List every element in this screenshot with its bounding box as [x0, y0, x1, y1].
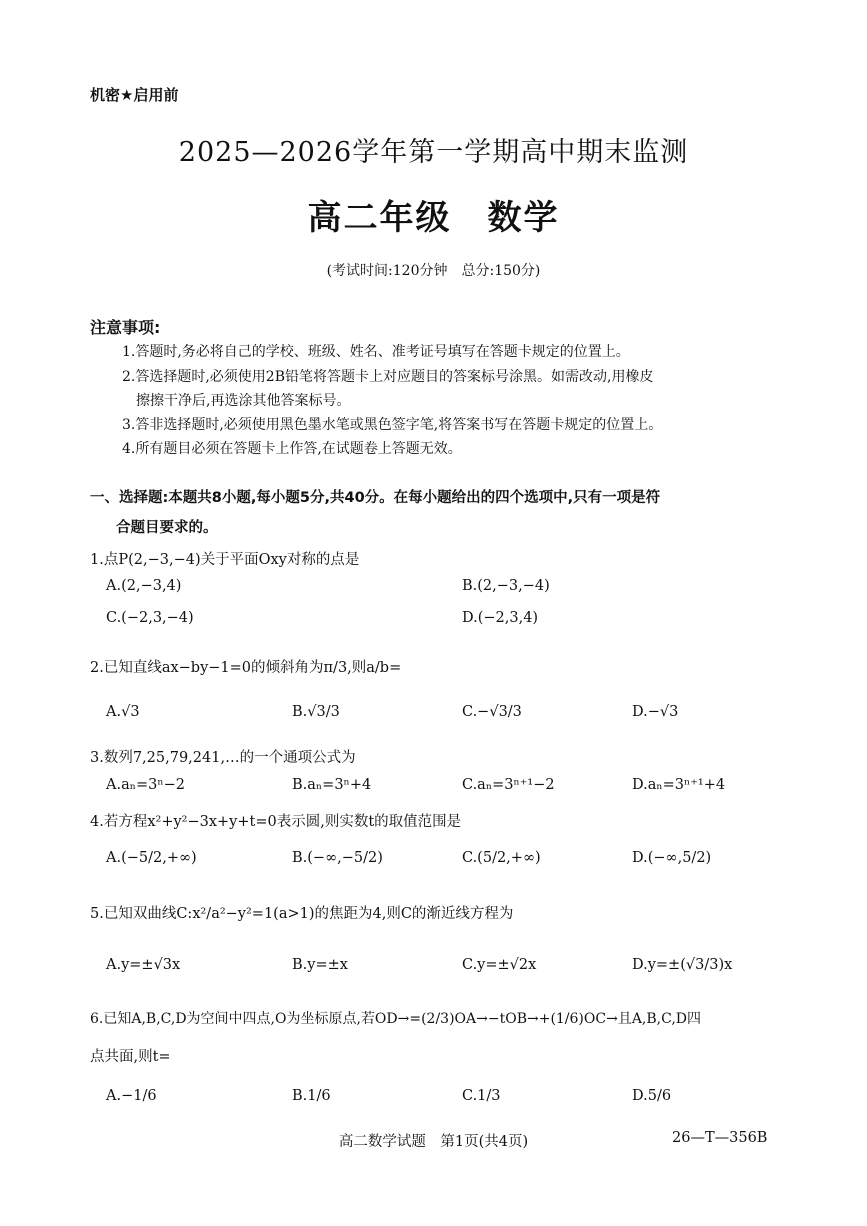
option-d: D.y=±(√3/3)x [632, 957, 733, 973]
note-item: 2.答选择题时,必须使用2B铅笔将答题卡上对应题目的答案标号涂黑。如需改动,用橡皮 [122, 369, 654, 385]
option-c: C.y=±√2x [462, 957, 537, 973]
exam-title: 2025—2026学年第一学期高中期末监测 [178, 137, 689, 168]
footer-code: 26—T—356B [672, 1130, 768, 1146]
option-c: C.aₙ=3ⁿ⁺¹−2 [462, 777, 555, 793]
option-d: D.5/6 [632, 1088, 672, 1104]
section-heading-cont: 合题目要求的。 [116, 520, 218, 536]
option-b: B.1/6 [292, 1088, 331, 1104]
option-b: B.aₙ=3ⁿ+4 [292, 777, 372, 793]
option-b: B.√3/3 [292, 704, 340, 720]
section-heading: 一、选择题:本题共8小题,每小题5分,共40分。在每小题给出的四个选项中,只有一项是符 [90, 490, 661, 506]
option-c: C.(−2,3,−4) [106, 610, 194, 626]
question-stem: 6.已知A,B,C,D为空间中四点,O为坐标原点,若OD→=(2/3)OA→−tOB→+(1/6)OC→且A,B,C,D四 [90, 1011, 702, 1027]
option-a: A.−1/6 [106, 1088, 157, 1104]
option-c: C.−√3/3 [462, 704, 522, 720]
footer-page-title: 高二数学试题 第1页(共4页) [338, 1134, 529, 1150]
option-a: A.(−5/2,+∞) [106, 850, 197, 866]
note-item: 4.所有题目必须在答题卡上作答,在试题卷上答题无效。 [122, 441, 462, 457]
option-d: D.−√3 [632, 704, 679, 720]
notes-heading: 注意事项: [90, 318, 161, 337]
option-c: C.(5/2,+∞) [462, 850, 541, 866]
note-item: 3.答非选择题时,必须使用黑色墨水笔或黑色签字笔,将答案书写在答题卡规定的位置上。 [122, 417, 663, 433]
option-d: D.aₙ=3ⁿ⁺¹+4 [632, 777, 726, 793]
note-item: 擦擦干净后,再选涂其他答案标号。 [136, 393, 351, 409]
question-stem: 2.已知直线ax−by−1=0的倾斜角为π/3,则a/b= [90, 660, 402, 676]
note-item: 1.答题时,务必将自己的学校、班级、姓名、准考证号填写在答题卡规定的位置上。 [122, 344, 630, 360]
confidential-label: 机密★启用前 [90, 86, 179, 104]
question-stem: 5.已知双曲线C:x²/a²−y²=1(a>1)的焦距为4,则C的渐近线方程为 [90, 906, 514, 922]
option-d: D.(−∞,5/2) [632, 850, 712, 866]
question-stem: 3.数列7,25,79,241,…的一个通项公式为 [90, 750, 356, 766]
option-b: B.(2,−3,−4) [462, 578, 550, 594]
question-stem: 1.点P(2,−3,−4)关于平面Oxy对称的点是 [90, 552, 360, 568]
option-a: A.aₙ=3ⁿ−2 [106, 777, 186, 793]
question-stem-cont: 点共面,则t= [90, 1049, 171, 1065]
option-a: A.(2,−3,4) [106, 578, 182, 594]
question-stem: 4.若方程x²+y²−3x+y+t=0表示圆,则实数t的取值范围是 [90, 814, 462, 830]
option-a: A.√3 [106, 704, 140, 720]
option-d: D.(−2,3,4) [462, 610, 539, 626]
option-b: B.(−∞,−5/2) [292, 850, 383, 866]
option-b: B.y=±x [292, 957, 348, 973]
exam-info: (考试时间:120分钟 总分:150分) [326, 263, 541, 279]
exam-subtitle: 高二年级 数学 [307, 198, 560, 238]
option-a: A.y=±√3x [106, 957, 181, 973]
option-c: C.1/3 [462, 1088, 501, 1104]
